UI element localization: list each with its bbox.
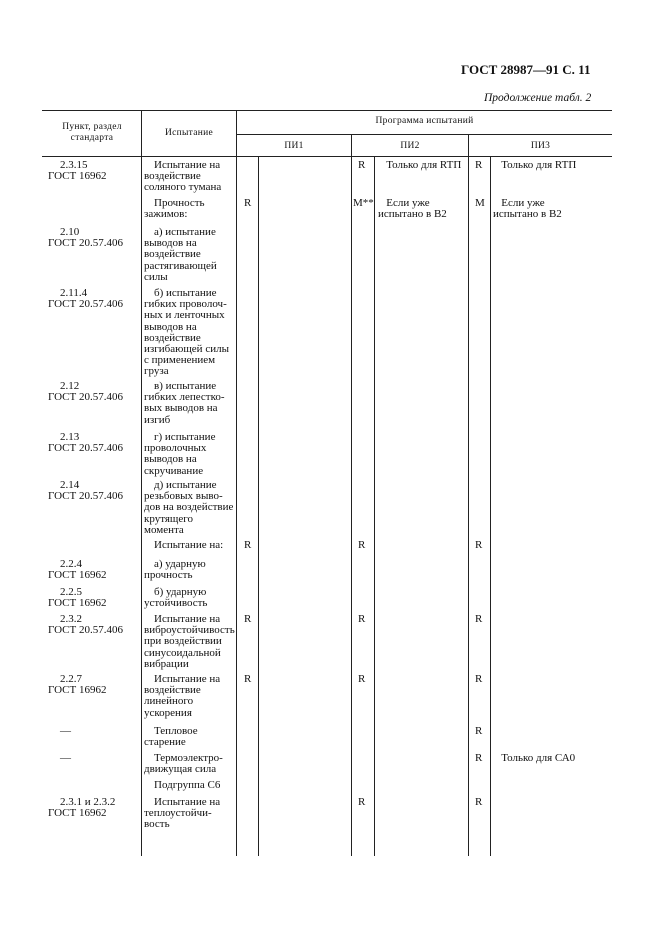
header-clause-line1: Пункт, раздел <box>62 122 122 132</box>
test-line: Прочность <box>154 197 205 209</box>
pi2-note: Только для RTП <box>378 159 462 171</box>
test-cell <box>144 480 232 536</box>
pi1-mark: R <box>244 613 252 625</box>
test-line: линейного <box>144 695 194 708</box>
pi1-mark: R <box>244 197 252 209</box>
clause-line: ГОСТ 20.57.406 <box>48 237 123 250</box>
test-line: а) ударную <box>154 558 206 570</box>
test-cell <box>144 797 232 831</box>
header-program: Программа испытаний <box>375 116 474 126</box>
pi2-mark: R <box>358 613 366 625</box>
col-divider-2 <box>236 110 237 856</box>
test-line: синусоидальной <box>144 646 221 659</box>
col-divider-4 <box>351 134 352 856</box>
test-line: вость <box>144 818 170 831</box>
pi2-mark: R <box>358 673 366 685</box>
clause-line: 2.3.1 и 2.3.2 <box>60 796 116 808</box>
clause-cell <box>48 797 140 819</box>
test-cell <box>144 587 232 609</box>
test-line: вибрации <box>144 657 189 670</box>
pi3-mark: M <box>475 197 485 209</box>
clause-line: ГОСТ 20.57.406 <box>48 624 123 637</box>
pi3-mark: R <box>475 673 483 685</box>
pi3-mark: R <box>475 613 483 625</box>
clause-line: 2.3.2 <box>60 613 82 625</box>
test-line: д) испытание <box>154 479 217 491</box>
pi3-mark: R <box>475 752 483 764</box>
test-line: Термоэлектро- <box>154 752 223 764</box>
test-cell <box>144 540 232 551</box>
clause-line: ГОСТ 20.57.406 <box>48 391 123 404</box>
pi2-mark: R <box>358 539 366 551</box>
clause-line: ГОСТ 16962 <box>48 684 107 697</box>
test-line: воздействие <box>144 331 201 344</box>
test-cell <box>144 613 235 670</box>
test-cell <box>144 227 232 283</box>
clause-cell <box>48 160 140 182</box>
clause-line: 2.2.5 <box>60 586 82 598</box>
test-cell <box>144 381 232 426</box>
clause-line: ГОСТ 16962 <box>48 569 107 582</box>
col-divider-1 <box>141 110 142 856</box>
header-clause-line2: стандарта <box>70 133 114 143</box>
program-header-rule <box>236 134 612 135</box>
pi3-mark: R <box>475 159 483 171</box>
test-line: крутящего <box>144 512 194 525</box>
test-cell <box>144 780 232 791</box>
clause-line: 2.11.4 <box>60 287 88 299</box>
test-line: гибких лепестко- <box>144 391 225 404</box>
clause-cell <box>48 587 140 609</box>
header-pi1: ПИ1 <box>284 141 304 151</box>
test-line: зажимов: <box>144 208 188 221</box>
test-line: скручивание <box>144 464 204 477</box>
test-line: движущая сила <box>144 763 217 776</box>
clause-line: ГОСТ 16962 <box>48 597 107 610</box>
test-line: с применением <box>144 354 216 367</box>
pi3-note: Только для СА0 <box>493 752 576 764</box>
header-bottom-rule <box>42 156 612 157</box>
test-line: выводов на <box>144 320 197 333</box>
test-line: силы <box>144 270 168 283</box>
test-line: б) ударную <box>154 586 207 598</box>
test-line: ускорения <box>144 706 192 719</box>
clause-cell <box>48 381 140 403</box>
clause-cell <box>48 614 140 636</box>
test-cell <box>144 432 232 477</box>
test-line: выводов на <box>144 453 197 466</box>
test-line: Испытание на: <box>154 539 224 551</box>
test-line: Подгруппа С6 <box>154 779 221 791</box>
test-line: теплоустойчи- <box>144 807 212 820</box>
clause-cell <box>48 674 140 696</box>
clause-cell <box>48 559 140 581</box>
clause-line: 2.3.15 <box>60 159 88 171</box>
test-line: б) испытание <box>154 287 217 299</box>
header-pi2: ПИ2 <box>400 141 420 151</box>
header-pi3: ПИ3 <box>530 141 551 151</box>
table-top-rule <box>42 110 612 111</box>
clause-line: ГОСТ 20.57.406 <box>48 442 123 455</box>
test-line: момента <box>144 523 184 536</box>
col-divider-6 <box>468 134 469 856</box>
pi2-note: Если уже испытано в В2 <box>378 197 447 221</box>
clause-line: — <box>60 752 71 764</box>
test-line: воздействие <box>144 170 201 183</box>
col-divider-5 <box>374 156 375 856</box>
clause-cell <box>48 726 140 737</box>
pi3-note: Только для RTП <box>493 159 577 171</box>
clause-line: 2.14 <box>60 479 80 491</box>
pi3-note: Если уже испытано в В2 <box>493 197 562 221</box>
pi3-mark: R <box>475 725 483 737</box>
pi1-mark: R <box>244 673 252 685</box>
test-line: воздействие <box>144 684 201 697</box>
clause-cell <box>48 432 140 454</box>
pi1-mark: R <box>244 539 252 551</box>
test-cell <box>144 559 232 581</box>
clause-line: 2.10 <box>60 226 80 238</box>
pi3-mark: R <box>475 539 483 551</box>
page-title: ГОСТ 28987—91 С. 11 <box>461 62 591 77</box>
test-line: проволочных <box>144 442 207 455</box>
test-cell <box>144 753 232 775</box>
test-line: а) испытание <box>154 226 216 238</box>
test-line: дов на воздействие <box>144 501 234 514</box>
header-clause <box>44 122 140 144</box>
col-divider-3 <box>258 156 259 856</box>
test-line: соляного тумана <box>144 181 222 194</box>
test-line: воздействие <box>144 248 201 261</box>
test-line: Испытание на <box>154 673 221 685</box>
test-line: растягивающей <box>144 259 217 272</box>
test-line: резьбовых выво- <box>144 490 223 503</box>
test-line: Испытание на <box>154 796 221 808</box>
test-line: г) испытание <box>154 431 216 443</box>
test-line: старение <box>144 736 186 749</box>
pi3-mark: R <box>475 796 483 808</box>
test-line: прочность <box>144 569 193 582</box>
table-continuation-label: Продолжение табл. 2 <box>484 92 592 104</box>
test-line: выводов на <box>144 237 197 250</box>
test-line: груза <box>144 365 169 378</box>
clause-line: ГОСТ 16962 <box>48 807 107 820</box>
test-line: виброустойчивость <box>144 624 235 637</box>
clause-cell <box>48 753 140 764</box>
clause-line: ГОСТ 20.57.406 <box>48 490 123 503</box>
clause-cell <box>48 288 140 310</box>
col-divider-7 <box>490 156 491 856</box>
header-test: Испытание <box>164 128 214 138</box>
test-line: изгибающей силы <box>144 343 229 356</box>
test-cell <box>144 198 232 220</box>
pi2-mark: R <box>358 796 366 808</box>
test-line: Испытание на <box>154 613 221 625</box>
pi2-mark: M** <box>353 197 374 209</box>
test-cell <box>144 288 232 378</box>
pi2-mark: R <box>358 159 366 171</box>
clause-line: 2.2.4 <box>60 558 82 570</box>
test-cell <box>144 674 232 719</box>
test-cell <box>144 160 232 194</box>
clause-line: 2.2.7 <box>60 673 82 685</box>
clause-cell <box>48 480 140 502</box>
clause-line: ГОСТ 20.57.406 <box>48 298 123 311</box>
clause-line: 2.13 <box>60 431 80 443</box>
test-line: в) испытание <box>154 380 217 392</box>
test-line: Тепловое <box>154 725 198 737</box>
test-cell <box>144 726 232 748</box>
test-line: устойчивость <box>144 597 208 610</box>
clause-cell <box>48 227 140 249</box>
test-line: изгиб <box>144 413 171 426</box>
test-line: при воздействии <box>144 635 222 648</box>
clause-line: ГОСТ 16962 <box>48 170 107 183</box>
test-line: Испытание на <box>154 159 221 171</box>
test-line: гибких проволоч- <box>144 298 227 311</box>
clause-line: — <box>60 725 71 737</box>
test-line: ных и ленточных <box>144 309 225 322</box>
test-line: вых выводов на <box>144 402 218 415</box>
clause-line: 2.12 <box>60 380 80 392</box>
